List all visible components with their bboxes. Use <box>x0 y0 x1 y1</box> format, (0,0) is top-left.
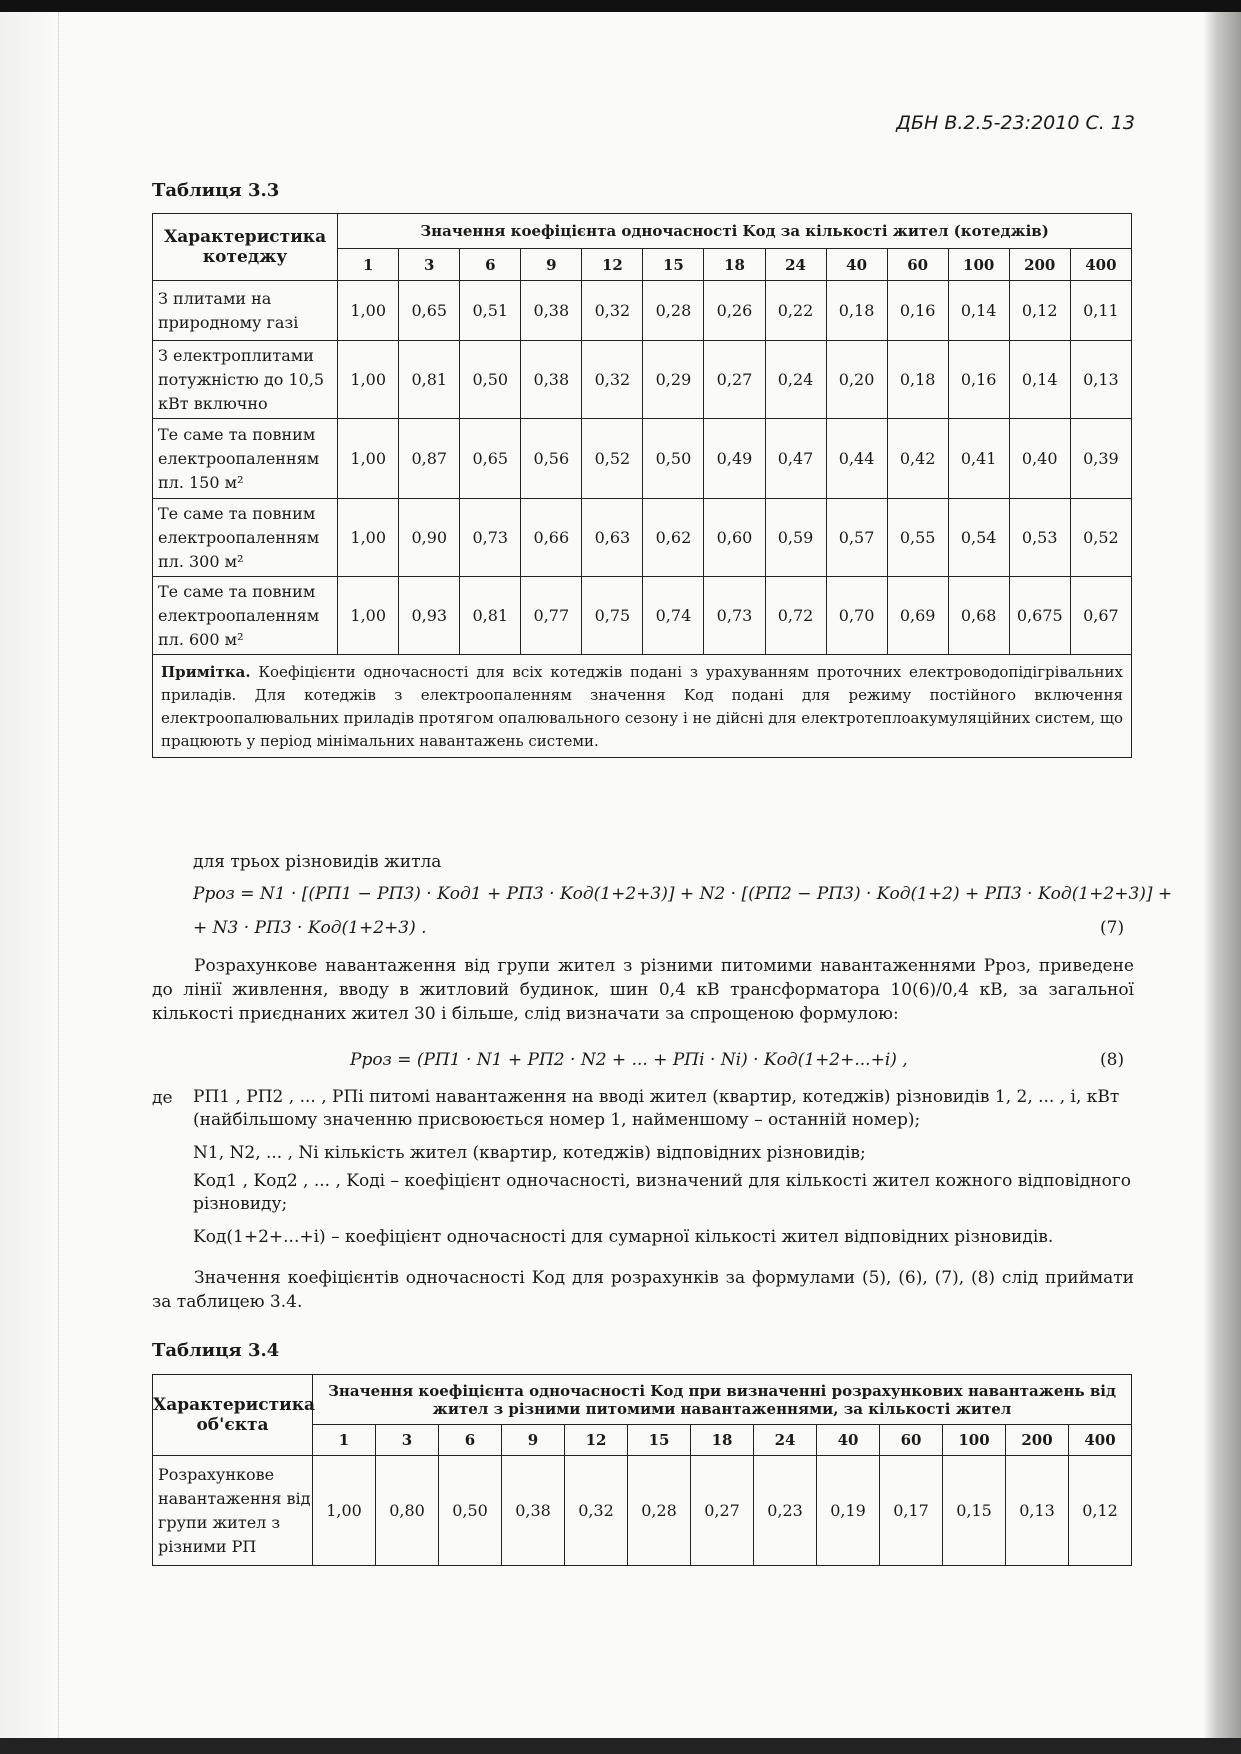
column-header: 1 <box>313 1425 376 1456</box>
column-header: 3 <box>376 1425 439 1456</box>
column-header: 12 <box>582 249 643 281</box>
table-cell: 0,28 <box>628 1456 691 1566</box>
definition-p: PП1 , PП2 , ... , PПi питомі навантаження на вводі жител (квартир, котеджів) різновидів 1, 2, ... , i, кВт (найбільшому значенню присвоюється номер 1, найменшому – останній номер); <box>193 1087 1120 1130</box>
table-cell: 0,50 <box>439 1456 502 1566</box>
table-cell: 0,73 <box>704 577 765 655</box>
table-cell: 0,27 <box>691 1456 754 1566</box>
table-cell: 0,38 <box>502 1456 565 1566</box>
table-3-3-note <box>153 655 1132 758</box>
column-header: 15 <box>643 249 704 281</box>
table-row <box>153 281 1132 341</box>
table-cell: 0,18 <box>826 281 887 341</box>
table-cell: 0,49 <box>704 419 765 499</box>
row-label: Те саме та повним електроопаленням пл. 150 м² <box>153 419 338 499</box>
table-cell: 0,32 <box>582 281 643 341</box>
scan-right-edge <box>1203 12 1241 1738</box>
column-header: 24 <box>754 1425 817 1456</box>
table-cell: 1,00 <box>338 577 399 655</box>
table-3-4 <box>152 1374 1132 1566</box>
table-cell: 0,70 <box>826 577 887 655</box>
table-cell: 0,57 <box>826 499 887 577</box>
table-cell: 0,77 <box>521 577 582 655</box>
column-header: 24 <box>765 249 826 281</box>
table-3-3-group-header: Значення коефіцієнта одночасності Kод за кількості жител (котеджів) <box>338 214 1132 249</box>
table-cell: 0,28 <box>643 281 704 341</box>
row-label: З плитами на природному газі <box>153 281 338 341</box>
table-cell: 0,16 <box>887 281 948 341</box>
table-cell: 0,75 <box>582 577 643 655</box>
table-cell: 0,69 <box>887 577 948 655</box>
table-cell: 0,65 <box>399 281 460 341</box>
table-cell: 0,74 <box>643 577 704 655</box>
table-3-3-caption: Таблиця 3.3 <box>152 180 280 201</box>
table-cell: 0,13 <box>1070 341 1131 419</box>
table-cell: 0,54 <box>948 499 1009 577</box>
scan-left-margin <box>0 12 59 1738</box>
table-cell: 0,27 <box>704 341 765 419</box>
three-types-line: для трьох різновидів житла <box>193 852 442 872</box>
table-cell: 0,18 <box>887 341 948 419</box>
definition-n: N1, N2, ... , Ni кількість жител (квартир, котеджів) відповідних різновидів; <box>193 1143 866 1163</box>
formula-7-line-2: + N3 · PП3 · Kод(1+2+3) . <box>193 918 427 938</box>
note-label: Примітка. <box>161 663 251 681</box>
column-header: 3 <box>399 249 460 281</box>
definition-kod-sum: Kод(1+2+...+i) – коефіцієнт одночасності для сумарної кількості жител відповідних різновидів. <box>193 1227 1054 1247</box>
column-header: 9 <box>521 249 582 281</box>
column-header: 18 <box>691 1425 754 1456</box>
column-header: 40 <box>826 249 887 281</box>
table-cell: 0,51 <box>460 281 521 341</box>
column-header: 6 <box>439 1425 502 1456</box>
scan-top-border <box>0 0 1241 12</box>
table-cell: 0,29 <box>643 341 704 419</box>
paragraph-kod-reference: Значення коефіцієнтів одночасності Kод для розрахунків за формулами (5), (6), (7), (8) слід приймати за таблицею 3.4. <box>152 1268 1134 1312</box>
equation-8-number: (8) <box>1100 1050 1125 1070</box>
table-cell: 0,59 <box>765 499 826 577</box>
table-cell: 1,00 <box>338 281 399 341</box>
table-cell: 0,50 <box>460 341 521 419</box>
running-head: ДБН В.2.5-23:2010 С. 13 <box>896 112 1135 134</box>
column-header: 60 <box>880 1425 943 1456</box>
column-header: 200 <box>1006 1425 1069 1456</box>
table-cell: 0,675 <box>1009 577 1070 655</box>
column-header: 200 <box>1009 249 1070 281</box>
table-3-4-group-header: Значення коефіцієнта одночасності Kод при визначенні розрахункових навантажень від жител з різними питомими навантаженнями, за кількості жител <box>313 1375 1132 1425</box>
table-cell: 0,60 <box>704 499 765 577</box>
row-label: Те саме та повним електроопаленням пл. 300 м² <box>153 499 338 577</box>
note-text: Коефіцієнти одночасності для всіх котеджів подані з урахуванням проточних електроводопідігрівальних приладів. Для котеджів з електроопаленням значення Kод подані для режиму постійного включення електроопалювальних приладів протягом опалювального сезону і не дійсні для електротеплоакумуляційних систем, що працюють у період мінімальних навантажень системи. <box>161 663 1123 750</box>
table-cell: 0,47 <box>765 419 826 499</box>
table-cell: 0,63 <box>582 499 643 577</box>
column-header: 100 <box>948 249 1009 281</box>
table-cell: 0,26 <box>704 281 765 341</box>
table-cell: 1,00 <box>338 499 399 577</box>
table-cell: 1,00 <box>338 341 399 419</box>
table-row <box>153 419 1132 499</box>
table-row <box>153 341 1132 419</box>
table-cell: 0,56 <box>521 419 582 499</box>
table-cell: 0,12 <box>1069 1456 1132 1566</box>
table-cell: 0,44 <box>826 419 887 499</box>
table-cell: 0,14 <box>1009 341 1070 419</box>
column-header: 60 <box>887 249 948 281</box>
table-cell: 0,19 <box>817 1456 880 1566</box>
where-label: де <box>152 1088 173 1108</box>
column-header: 12 <box>565 1425 628 1456</box>
table-row <box>153 1456 1132 1566</box>
table-cell: 0,52 <box>1070 499 1131 577</box>
table-cell: 0,62 <box>643 499 704 577</box>
row-label: Розрахункове навантаження від групи жител з різними PП <box>153 1456 313 1566</box>
row-label: З електроплитами потужністю до 10,5 кВт включно <box>153 341 338 419</box>
table-cell: 0,55 <box>887 499 948 577</box>
table-cell: 0,81 <box>460 577 521 655</box>
table-cell: 0,67 <box>1070 577 1131 655</box>
table-row <box>153 577 1132 655</box>
table-cell: 0,65 <box>460 419 521 499</box>
table-3-3 <box>152 213 1132 758</box>
table-cell: 0,66 <box>521 499 582 577</box>
table-cell: 0,22 <box>765 281 826 341</box>
table-cell: 0,32 <box>582 341 643 419</box>
table-cell: 0,13 <box>1006 1456 1069 1566</box>
column-header: 6 <box>460 249 521 281</box>
scan-bottom-border <box>0 1738 1241 1754</box>
column-header: 9 <box>502 1425 565 1456</box>
column-header: 400 <box>1070 249 1131 281</box>
table-cell: 0,11 <box>1070 281 1131 341</box>
table-cell: 0,32 <box>565 1456 628 1566</box>
table-cell: 0,24 <box>765 341 826 419</box>
table-cell: 0,68 <box>948 577 1009 655</box>
table-cell: 0,15 <box>943 1456 1006 1566</box>
column-header: 1 <box>338 249 399 281</box>
table-cell: 0,38 <box>521 341 582 419</box>
table-cell: 0,73 <box>460 499 521 577</box>
table-cell: 0,20 <box>826 341 887 419</box>
table-cell: 0,93 <box>399 577 460 655</box>
table-cell: 0,87 <box>399 419 460 499</box>
table-cell: 1,00 <box>313 1456 376 1566</box>
table-cell: 0,23 <box>754 1456 817 1566</box>
table-cell: 0,72 <box>765 577 826 655</box>
column-header: 40 <box>817 1425 880 1456</box>
table-cell: 0,80 <box>376 1456 439 1566</box>
table-cell: 0,42 <box>887 419 948 499</box>
column-header: 15 <box>628 1425 691 1456</box>
table-cell: 0,17 <box>880 1456 943 1566</box>
table-cell: 0,12 <box>1009 281 1070 341</box>
table-cell: 0,40 <box>1009 419 1070 499</box>
column-header: 400 <box>1069 1425 1132 1456</box>
table-3-3-row-header: Характеристика котеджу <box>153 214 338 281</box>
table-cell: 0,38 <box>521 281 582 341</box>
table-cell: 0,50 <box>643 419 704 499</box>
column-header: 100 <box>943 1425 1006 1456</box>
table-cell: 0,53 <box>1009 499 1070 577</box>
table-cell: 0,39 <box>1070 419 1131 499</box>
table-3-4-row-header: Характеристика об'єкта <box>153 1375 313 1456</box>
table-3-4-caption: Таблиця 3.4 <box>152 1340 280 1361</box>
row-label: Те саме та повним електроопаленням пл. 600 м² <box>153 577 338 655</box>
table-cell: 0,16 <box>948 341 1009 419</box>
table-cell: 1,00 <box>338 419 399 499</box>
equation-7-number: (7) <box>1100 918 1125 938</box>
table-cell: 0,90 <box>399 499 460 577</box>
table-cell: 0,41 <box>948 419 1009 499</box>
table-row <box>153 499 1132 577</box>
definition-kod: Kод1 , Kод2 , ... , Kодi – коефіцієнт одночасності, визначений для кількості жител кожного відповідного різновиду; <box>193 1171 1131 1214</box>
table-cell: 0,52 <box>582 419 643 499</box>
paragraph-group-load: Розрахункове навантаження від групи жител з різними питомими навантаженнями Pроз, приведене до лінії живлення, вводу в житловий будинок, шин 0,4 кВ трансформатора 10(6)/0,4 кВ, за загальної кількості приєднаних жител 30 і більше, слід визначати за спрощеною формулою: <box>152 956 1134 1024</box>
formula-7-line-1: Pроз = N1 · [(PП1 − PП3) · Kод1 + PП3 · Kод(1+2+3)] + N2 · [(PП2 − PП3) · Kод(1+2) + PП3 · Kод(1+2+3)] + <box>193 884 1173 904</box>
column-header: 18 <box>704 249 765 281</box>
table-cell: 0,14 <box>948 281 1009 341</box>
formula-8: Pроз = (PП1 · N1 + PП2 · N2 + ... + PПi · Ni) · Kод(1+2+...+i) , <box>350 1050 908 1070</box>
table-cell: 0,81 <box>399 341 460 419</box>
